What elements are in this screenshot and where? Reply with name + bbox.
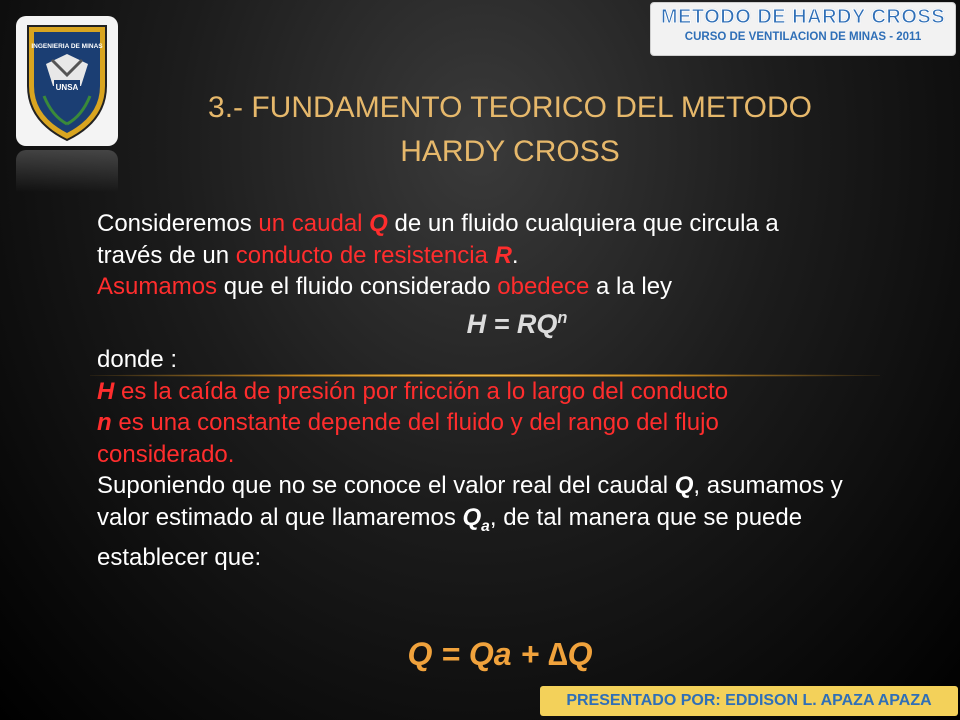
- symbol-q: Q: [674, 472, 694, 499]
- course-banner: [650, 2, 956, 56]
- text-run: través de un: [97, 241, 236, 269]
- definition-h: [97, 376, 937, 408]
- definition-text-cont: considerado.: [97, 440, 235, 468]
- definition-text: es una constante depende del fluido y del rango del flujo: [111, 409, 719, 436]
- logo-badge-text: UNSA: [55, 83, 79, 92]
- text-run: Consideremos: [97, 210, 259, 237]
- highlight-run: un caudal: [258, 210, 370, 237]
- highlight-run: obedece: [497, 273, 590, 300]
- symbol-n: n: [97, 409, 112, 436]
- slide-body: [97, 208, 937, 573]
- banner-title: METODO DE HARDY CROSS: [660, 6, 946, 28]
- definition-n: [97, 407, 937, 470]
- banner-subtitle: CURSO DE VENTILACION DE MINAS - 2011: [684, 31, 922, 43]
- slide-title: [120, 86, 900, 174]
- formula-exponent: n: [557, 308, 568, 327]
- subscript-a: a: [481, 517, 490, 535]
- formula-q-delta: Q = Qa + ∆Q: [407, 636, 593, 672]
- logo-top-text: INGENIERIA DE MINAS: [31, 43, 103, 50]
- text-run: a la ley: [589, 273, 673, 300]
- text-run: , asumamos y: [693, 472, 843, 499]
- text-run: de un fluido cualquiera que circula a: [387, 210, 779, 237]
- glow-divider: [90, 374, 880, 377]
- symbol-q: Q: [369, 210, 388, 237]
- presenter-footer: PRESENTADO POR: EDDISON L. APAZA APAZA: [540, 686, 958, 716]
- donde-label: donde :: [97, 346, 178, 373]
- formula-hrq: [97, 303, 937, 341]
- highlight-run: conducto de resistencia: [235, 241, 495, 269]
- symbol-r: R: [494, 241, 512, 269]
- paragraph-3: [97, 470, 937, 573]
- slide-title-line1: 3.- FUNDAMENTO TEORICO DEL METODO: [208, 91, 812, 124]
- symbol-h: H: [97, 377, 115, 405]
- paragraph-2: [97, 271, 937, 303]
- paragraph-1: [97, 208, 937, 271]
- symbol-qa: Q: [462, 503, 482, 531]
- text-run: , de tal manera que se puede: [489, 503, 803, 531]
- formula-main: H = RQ: [466, 308, 558, 339]
- definition-text: es la caída de presión por fricción a lo largo del conducto: [114, 377, 729, 405]
- slide-title-line2: HARDY CROSS: [400, 135, 620, 168]
- text-run: valor estimado al que llamaremos: [97, 503, 463, 531]
- highlight-run: Asumamos: [97, 273, 218, 300]
- logo-reflection: [16, 150, 118, 192]
- text-run: Suponiendo que no se conoce el valor real del caudal: [97, 472, 675, 499]
- text-run: que el fluido considerado: [217, 273, 498, 300]
- text-run: .: [511, 241, 519, 269]
- text-run: establecer que:: [97, 543, 262, 571]
- shield-emblem: [16, 16, 118, 146]
- university-logo: [16, 16, 118, 146]
